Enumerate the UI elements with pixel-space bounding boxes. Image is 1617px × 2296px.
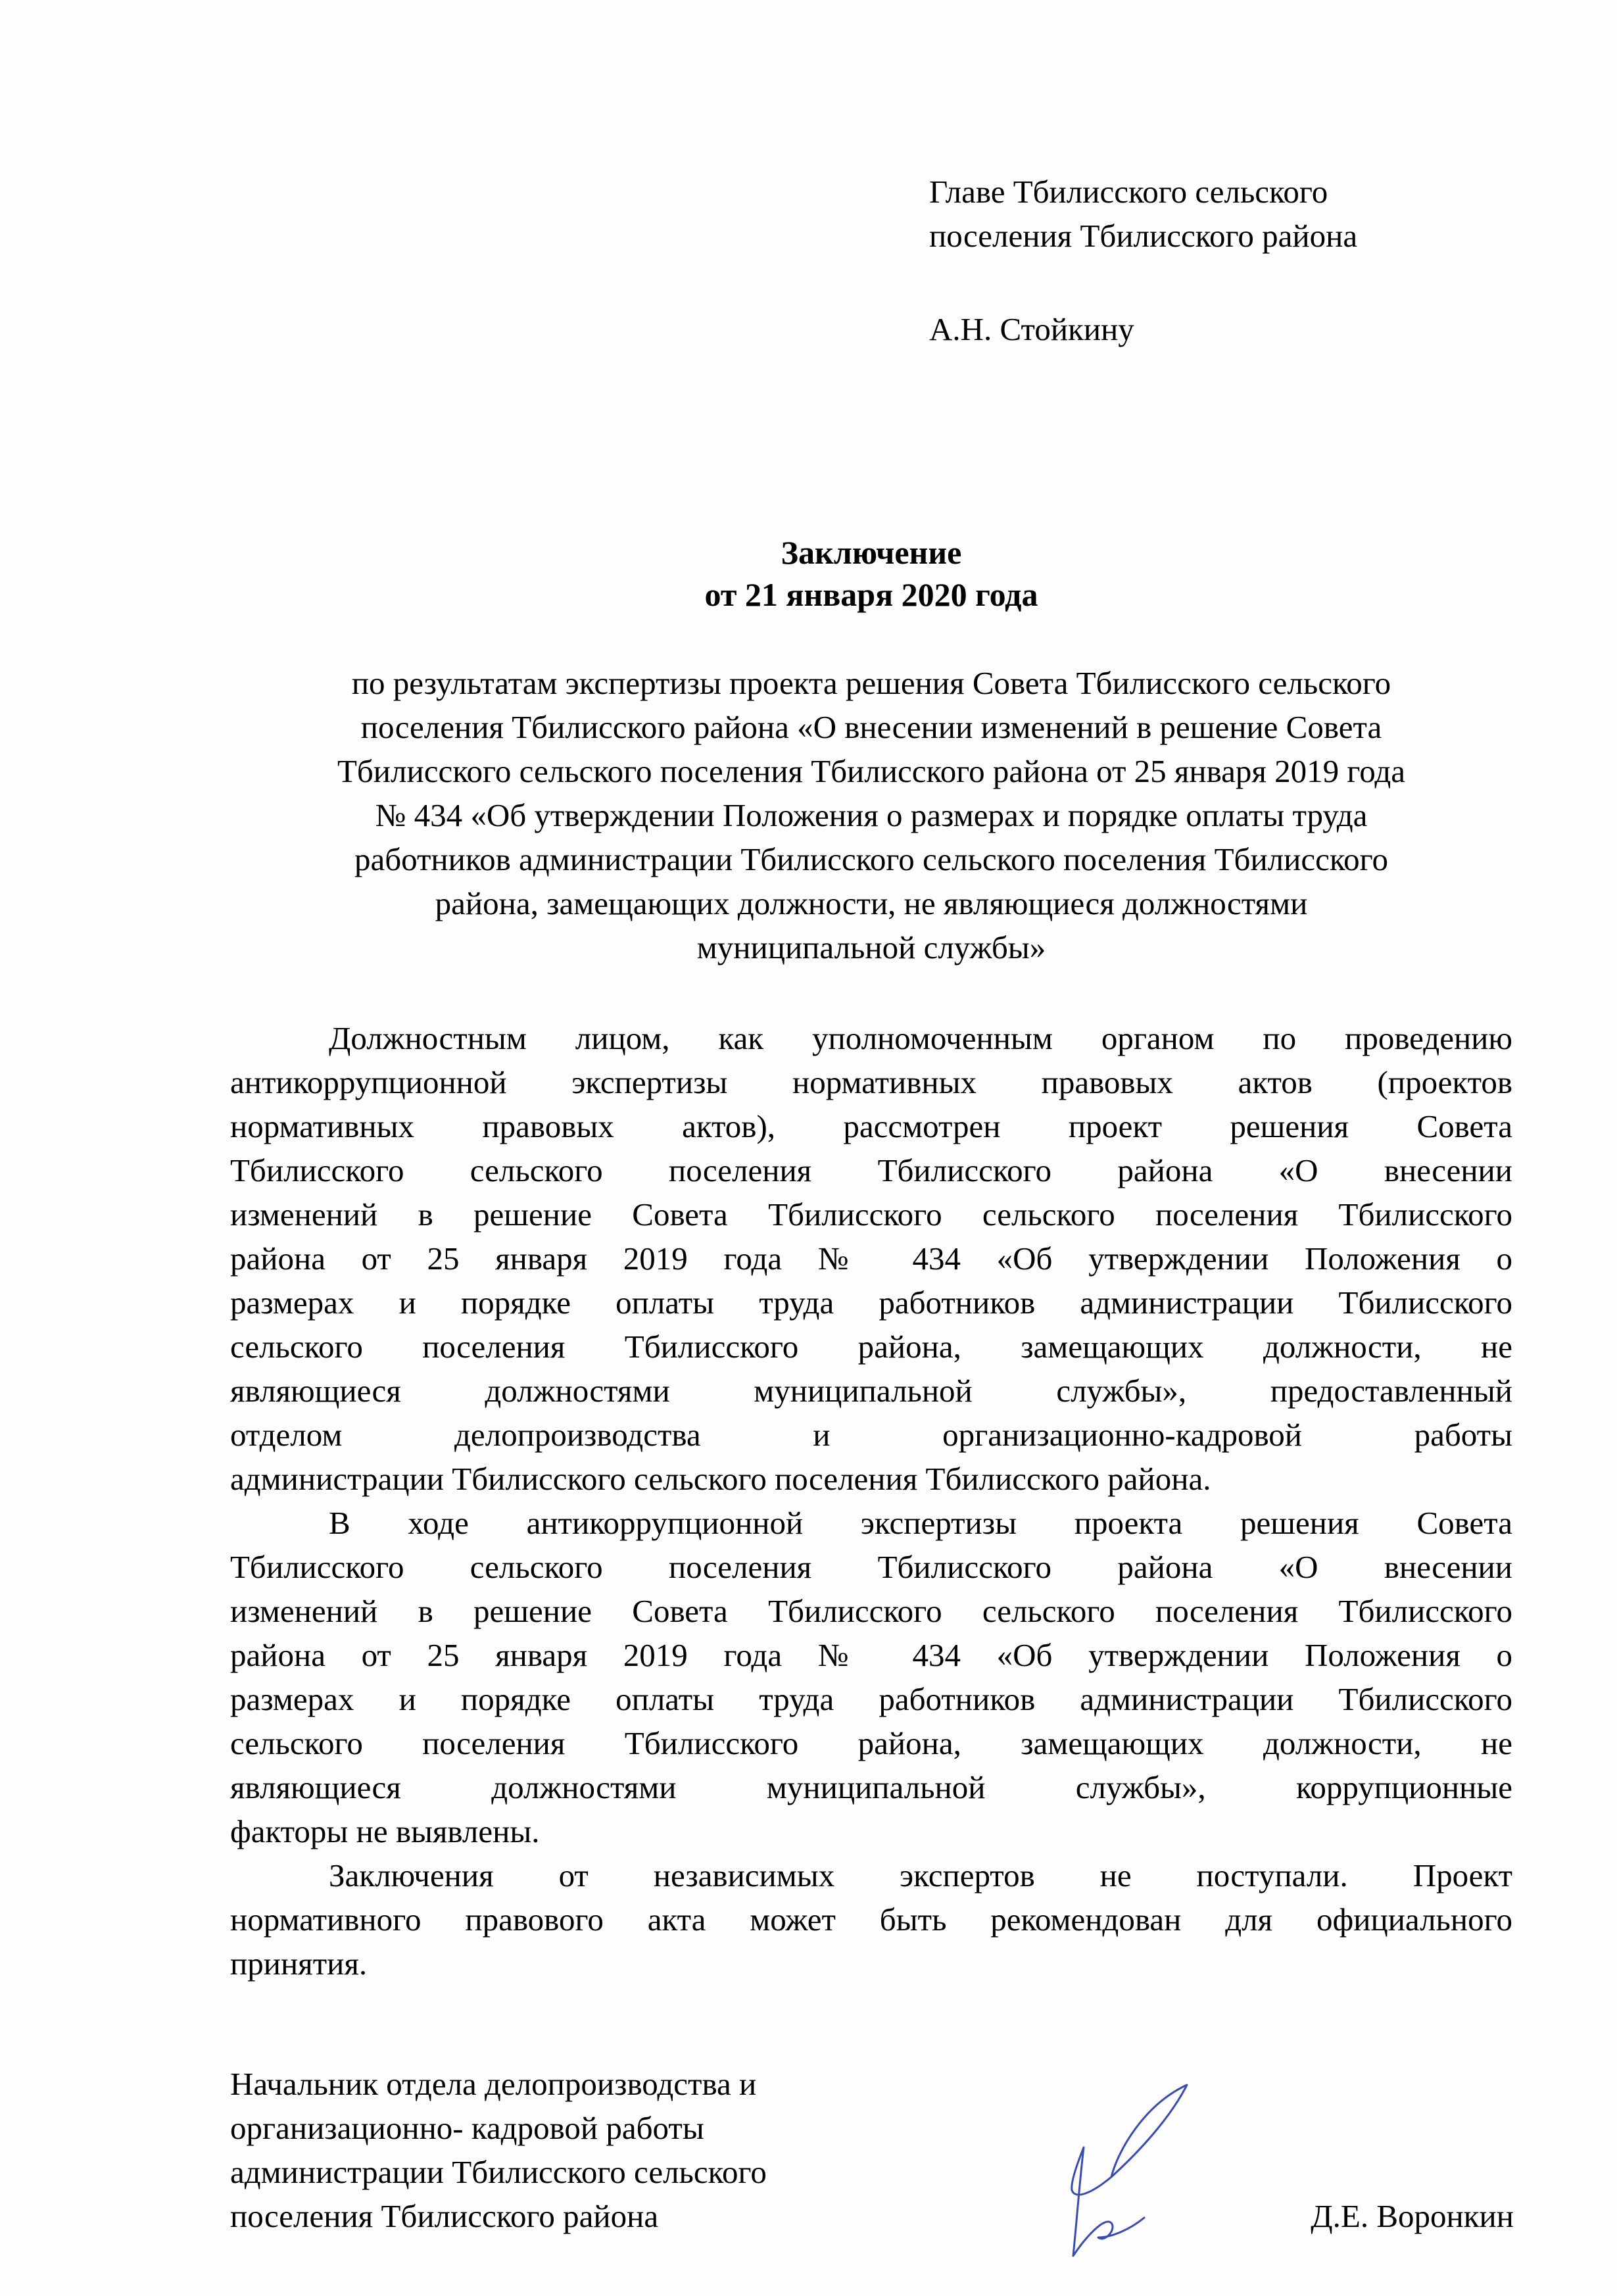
signer-position-line: организационно- кадровой работы bbox=[230, 2110, 704, 2146]
subject-line: района, замещающих должности, не являющиеся должностями bbox=[435, 885, 1308, 921]
document-title bbox=[230, 531, 1512, 616]
body-line: сельского поселения Тбилисского района, замещающих должности, не bbox=[230, 1725, 1512, 1761]
body-line: Должностным лицом, как уполномоченным органом по проведению bbox=[329, 1020, 1512, 1056]
body-line: антикоррупционной экспертизы нормативных правовых актов (проектов bbox=[230, 1064, 1512, 1100]
body-line: нормативных правовых актов), рассмотрен проект решения Совета bbox=[230, 1108, 1512, 1144]
signer-name: Д.Е. Воронкин bbox=[1311, 2198, 1514, 2234]
body-line: Тбилисского сельского поселения Тбилисского района «О внесении bbox=[230, 1549, 1512, 1585]
body-line: изменений в решение Совета Тбилисского сельского поселения Тбилисского bbox=[230, 1593, 1512, 1629]
title-date: от 21 января 2020 года bbox=[704, 576, 1038, 613]
body-line: Заключения от независимых экспертов не поступали. Проект bbox=[329, 1857, 1512, 1893]
body-line: администрации Тбилисского сельского поселения Тбилисского района. bbox=[230, 1461, 1211, 1497]
body-line: размерах и порядке оплаты труда работников администрации Тбилисского bbox=[230, 1681, 1512, 1717]
subject-line: поселения Тбилисского района «О внесении изменений в решение Совета bbox=[360, 709, 1382, 745]
body-line: изменений в решение Совета Тбилисского сельского поселения Тбилисского bbox=[230, 1196, 1512, 1233]
body-line: нормативного правового акта может быть рекомендован для официального bbox=[230, 1901, 1512, 1938]
signer-position-line: Начальник отдела делопроизводства и bbox=[230, 2066, 757, 2102]
body-line: отделом делопроизводства и организационно-кадровой работы bbox=[230, 1417, 1512, 1453]
subject-line: по результатам экспертизы проекта решения Совета Тбилисского сельского bbox=[351, 665, 1391, 701]
handwritten-signature-icon bbox=[1013, 2065, 1210, 2262]
subject-line: № 434 «Об утверждении Положения о размерах и порядке оплаты труда bbox=[375, 797, 1368, 833]
body-line: являющиеся должностями муниципальной службы», предоставленный bbox=[230, 1373, 1512, 1409]
subject-line: Тбилисского сельского поселения Тбилисского района от 25 января 2019 года bbox=[337, 753, 1406, 789]
body-line: района от 25 января 2019 года № 434 «Об утверждении Положения о bbox=[230, 1240, 1512, 1277]
signer-position bbox=[230, 2062, 888, 2238]
body-line: сельского поселения Тбилисского района, замещающих должности, не bbox=[230, 1329, 1512, 1365]
paragraph-2 bbox=[230, 1501, 1512, 1853]
addressee-line-2: поселения Тбилисского района bbox=[929, 218, 1358, 254]
body-line: являющиеся должностями муниципальной службы», коррупционные bbox=[230, 1769, 1512, 1805]
addressee-block bbox=[929, 170, 1521, 351]
document-subject bbox=[230, 661, 1512, 969]
document-body bbox=[230, 1016, 1512, 1986]
body-line: факторы не выявлены. bbox=[230, 1813, 540, 1849]
subject-line: работников администрации Тбилисского сельского поселения Тбилисского bbox=[354, 841, 1389, 877]
signer-position-line: администрации Тбилисского сельского bbox=[230, 2154, 767, 2190]
body-line: принятия. bbox=[230, 1945, 368, 1982]
paragraph-3 bbox=[230, 1853, 1512, 1986]
paragraph-1 bbox=[230, 1016, 1512, 1501]
body-line: района от 25 января 2019 года № 434 «Об утверждении Положения о bbox=[230, 1637, 1512, 1673]
body-line: Тбилисского сельского поселения Тбилисского района «О внесении bbox=[230, 1152, 1512, 1188]
body-line: В ходе антикоррупционной экспертизы проекта решения Совета bbox=[329, 1505, 1512, 1541]
addressee-line-1: Главе Тбилисского сельского bbox=[929, 174, 1328, 210]
body-line: размерах и порядке оплаты труда работников администрации Тбилисского bbox=[230, 1284, 1512, 1321]
subject-line: муниципальной службы» bbox=[696, 929, 1046, 965]
title-line-1: Заключение bbox=[781, 534, 962, 571]
addressee-name: А.Н. Стойкину bbox=[929, 311, 1134, 347]
signer-position-line: поселения Тбилисского района bbox=[230, 2198, 659, 2234]
